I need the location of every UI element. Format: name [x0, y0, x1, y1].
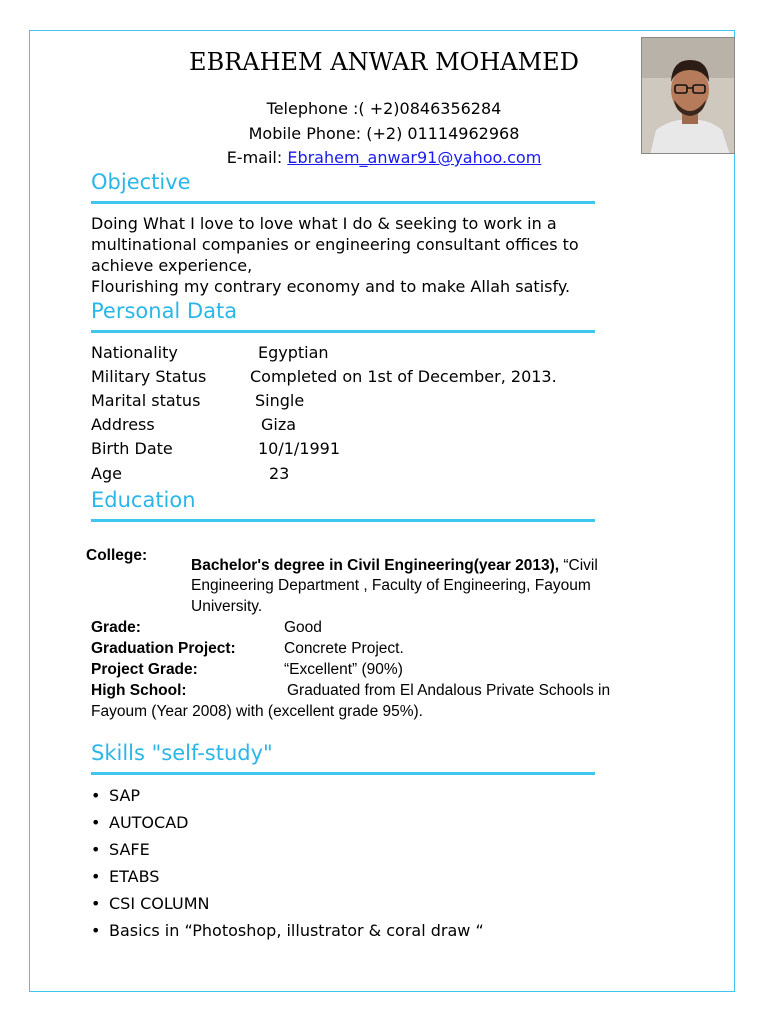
objective-divider [91, 201, 595, 204]
skills-heading: Skills "self-study" [91, 741, 273, 765]
nationality-label: Nationality [91, 343, 178, 362]
degree-department-start: “Civil [559, 557, 598, 574]
bullet-icon: • [91, 840, 101, 859]
skill-item [91, 786, 140, 805]
military-status-value: Completed on 1st of December, 2013. [250, 367, 557, 386]
birth-date-label: Birth Date [91, 439, 173, 458]
skill-item [91, 867, 159, 886]
degree-line-2: Engineering Department , Faculty of Engineering, Fayoum [191, 577, 591, 594]
project-grade-value: “Excellent” (90%) [284, 661, 403, 678]
skills-divider [91, 772, 595, 775]
marital-status-value: Single [255, 391, 305, 410]
project-grade-label: Project Grade: [91, 661, 198, 678]
education-divider [91, 519, 595, 522]
graduation-project-label: Graduation Project: [91, 640, 236, 657]
high-school-value: Graduated from El Andalous Private Schools in [287, 682, 611, 699]
education-heading: Education [91, 488, 196, 512]
birth-date-value: 10/1/1991 [258, 439, 341, 458]
objective-heading: Objective [91, 170, 191, 194]
grade-label: Grade: [91, 619, 141, 636]
degree-line-3: University. [191, 598, 263, 615]
high-school-line-2: Fayoum (Year 2008) with (excellent grade 95%). [91, 703, 423, 720]
mobile-line: Mobile Phone: (+2) 01114962968 [248, 124, 520, 143]
bullet-icon: • [91, 921, 101, 940]
skill-label: SAP [109, 786, 141, 805]
email-link[interactable]: Ebrahem_anwar91@yahoo.com [287, 148, 542, 167]
personal-data-heading: Personal Data [91, 299, 238, 323]
age-value: 23 [269, 464, 290, 483]
skill-item [91, 840, 150, 859]
email-label: E-mail: [226, 148, 288, 167]
nationality-value: Egyptian [258, 343, 329, 362]
skill-label: SAFE [109, 840, 150, 859]
telephone-line: Telephone :( +2)0846356284 [266, 99, 502, 118]
skill-label: AUTOCAD [109, 813, 189, 832]
high-school-label: High School: [91, 682, 187, 699]
grade-value: Good [284, 619, 322, 636]
bullet-icon: • [91, 786, 101, 805]
objective-text [91, 213, 579, 297]
military-status-label: Military Status [91, 367, 207, 386]
bullet-icon: • [91, 813, 101, 832]
objective-line: multinational companies or engineering consultant offices to [91, 235, 579, 254]
objective-line: Doing What I love to love what I do & seeking to work in a [91, 214, 557, 233]
objective-line: achieve experience, [91, 256, 253, 275]
skill-item [91, 921, 484, 940]
bullet-icon: • [91, 867, 101, 886]
skill-label: ETABS [109, 867, 160, 886]
degree-line [191, 556, 598, 577]
skill-label: CSI COLUMN [109, 894, 210, 913]
objective-line: Flourishing my contrary economy and to make Allah satisfy. [91, 277, 571, 296]
email-line [0, 148, 768, 167]
address-value: Giza [261, 415, 297, 434]
marital-status-label: Marital status [91, 391, 201, 410]
degree-title: Bachelor's degree in Civil Engineering(year 2013), [191, 557, 560, 574]
personal-data-divider [91, 330, 595, 333]
college-label: College: [86, 547, 148, 564]
bullet-icon: • [91, 894, 101, 913]
address-label: Address [91, 415, 155, 434]
skill-item [91, 894, 210, 913]
candidate-name: EBRAHEM ANWAR MOHAMED [189, 48, 579, 76]
skill-label: Basics in “Photoshop, illustrator & coral draw “ [109, 921, 484, 940]
skill-item [91, 813, 188, 832]
graduation-project-value: Concrete Project. [284, 640, 404, 657]
age-label: Age [91, 464, 122, 483]
